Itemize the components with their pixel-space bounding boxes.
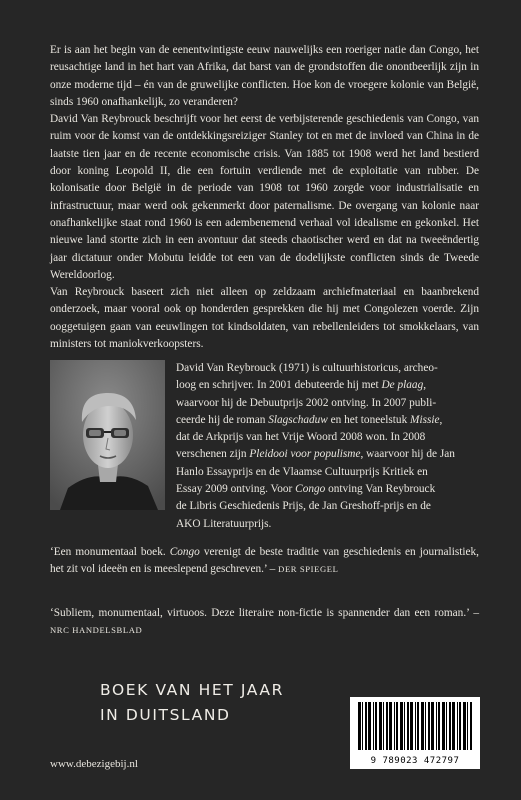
isbn-barcode: [350, 697, 480, 769]
barcode-bar: [436, 702, 437, 750]
barcode-bar: [386, 702, 388, 750]
barcode-bar: [407, 702, 409, 750]
barcode-bar: [431, 702, 434, 750]
book-title: De plaag: [381, 379, 424, 392]
award-line-1: BOEK VAN HET JAAR: [100, 681, 284, 699]
blurb-paragraph-2: David Van Reybrouck beschrijft voor het eerst de verbijsterende geschiedenis van Congo, van ruim voor de komst van de ontdekkingsreiziger Stanley tot en met de invloed van China in de laatste tien jaar en de recente economische crisis. Van 1885 tot 1908 werd het land bestierd door koning Leopold II, die een fortuin verdiende met de exploitatie van rubber. De kolonisatie door België in de periode van 1908 tot 1960 zorgde voor industrialisatie en infrastructuur, maar werd ook gekenmerkt door paternalisme. De overgang van kolonie naar onafhankelijke staat rond 1960 is een adembenemend verhaal vol idealisme en gekonkel. Het nieuwe land stortte zich in een avontuur dat steeds chaotischer werd en dat na tweeëndertig jaar dictatuur onder Mobutu leidde tot een van de dodelijkste conflicten sinds de Tweede Wereldoorlog.: [50, 113, 479, 281]
barcode-bar: [425, 702, 426, 750]
blurb-paragraph-1: Er is aan het begin van de eenentwintigste eeuw nauwelijks een roeriger natie dan Congo, het reusachtige land in het hart van Afrika, dat barst van de grondstoffen die onontbeerlijk zijn in onze moderne tijd – én van de gruwelijke conflicten. Hoe kon de vroegere kolonie van België, sinds 1960 onafhankelijk, zo veranderen?: [50, 44, 479, 108]
barcode-bar: [421, 702, 424, 750]
barcode-bar: [442, 702, 445, 750]
bio-line: AKO Literatuurprijs.: [176, 517, 272, 530]
bio-line: waarvoor hij de Debuutprijs 2002 ontving. In 2007 publi-: [176, 396, 437, 409]
barcode-bar: [379, 702, 382, 750]
barcode-bar: [362, 702, 363, 750]
barcode-bar: [417, 702, 419, 750]
book-title: Congo: [295, 483, 326, 496]
blurb-paragraph-3: Van Reybrouck baseert zich niet alleen op zeldzaam archiefmateriaal en baanbrekend onderzoek, maar vooral ook op honderden gesprekken die hij met Congolezen voerde. Zijn ooggetuigen gaan van eeuwlingen tot kindsoldaten, van rebellenleiders tot smokkelaars, van ministers tot maniokverkoopsters.: [50, 286, 479, 351]
barcode-bar: [400, 702, 403, 750]
bio-line: loog en schrijver. In 2001 debuteerde hij met De plaag,: [176, 379, 427, 392]
barcode-bar: [438, 702, 440, 750]
barcode-bar: [470, 702, 472, 750]
barcode-bar: [383, 702, 384, 750]
blurb-text: [50, 42, 479, 353]
bio-line: ceerde hij de roman Slagschaduw en het toneelstuk Missie,: [176, 413, 443, 426]
quote-source: DER SPIEGEL: [278, 564, 339, 575]
barcode-bar: [404, 702, 405, 750]
barcode-bar: [415, 702, 416, 750]
barcode-bar: [457, 702, 458, 750]
barcode-bar: [428, 702, 430, 750]
barcode-bar: [452, 702, 455, 750]
barcode-bars: [350, 697, 480, 755]
bio-line: de Libris Geschiedenis Prijs, de Jan Greshoff-prijs en de: [176, 500, 431, 513]
barcode-bar: [368, 702, 371, 750]
barcode-bar: [365, 702, 367, 750]
press-quote-spiegel: ‘Een monumentaal boek. Congo verenigt de beste traditie van geschiedenis en journalistiek, het zit vol ideeën en is meeslepend geschreven.’ – DER SPIEGEL: [50, 546, 479, 576]
barcode-bar: [449, 702, 451, 750]
book-title: Pleidooi voor populisme: [249, 448, 361, 461]
press-quote-nrc: ‘Subliem, monumentaal, virtuoos. Deze literaire non-fictie is spannender dan een roman.’ – NRC HANDELSBLAD: [50, 607, 479, 636]
barcode-bar: [358, 702, 361, 750]
bio-line: dat de Arkprijs van het Vrije Woord 2008 won. In 2008: [176, 431, 426, 444]
barcode-bar: [389, 702, 392, 750]
bio-line: Hanlo Essayprijs en de Vlaamse Cultuurprijs Kritiek en: [176, 465, 428, 478]
quote-source: NRC HANDELSBLAD: [50, 625, 143, 636]
barcode-bar: [410, 702, 413, 750]
barcode-bar: [459, 702, 461, 750]
barcode-bar: [396, 702, 398, 750]
author-photo: [50, 360, 165, 510]
barcode-bar: [375, 702, 377, 750]
isbn-number: 9 789023 472797: [370, 756, 460, 766]
author-bio: [176, 360, 479, 533]
barcode-bar: [467, 702, 468, 750]
book-title: Slagschaduw: [268, 413, 328, 426]
barcode-bar: [446, 702, 447, 750]
award-banner: [100, 678, 284, 728]
bio-line: verschenen zijn Pleidooi voor populisme, waarvoor hij de Jan: [176, 448, 455, 461]
publisher-url[interactable]: www.debezigebij.nl: [50, 758, 138, 770]
book-title: Missie: [410, 413, 440, 426]
bio-line: David Van Reybrouck (1971) is cultuurhistoricus, archeo-: [176, 362, 438, 374]
award-line-2: IN DUITSLAND: [100, 706, 231, 724]
bio-line: Essay 2009 ontving. Voor Congo ontving Van Reybrouck: [176, 483, 436, 496]
barcode-bar: [463, 702, 466, 750]
barcode-bar: [394, 702, 395, 750]
barcode-bar: [373, 702, 374, 750]
